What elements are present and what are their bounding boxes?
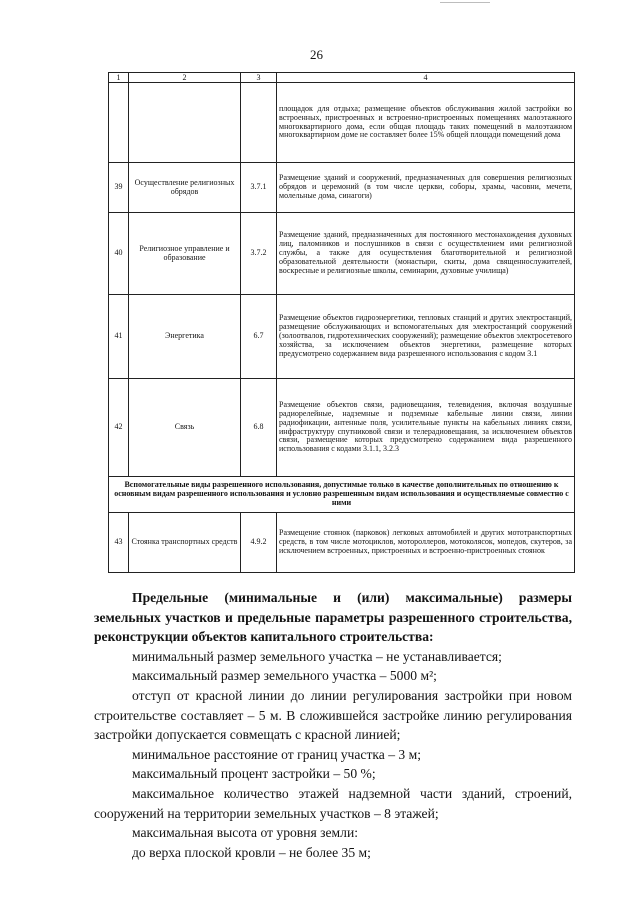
table-row	[109, 163, 575, 213]
cell-code: 4.9.2	[241, 513, 277, 573]
cell-empty	[109, 83, 129, 163]
cell-number: 42	[109, 379, 129, 477]
table-section-row	[109, 477, 575, 513]
cell-number: 40	[109, 213, 129, 295]
cell-description: Размещение стоянок (парковок) легковых автомобилей и других мототранспортных средств, в том числе мотоциклов, мотороллеров, мотоколясок, мопедов, скутеров, за исключением встроенных, пристроенных и встроенно-пристроенных стоянок	[277, 513, 575, 573]
table-row	[109, 295, 575, 379]
cell-use-name: Осуществление религиозных обрядов	[129, 163, 241, 213]
cell-use-name: Религиозное управление и образование	[129, 213, 241, 295]
section-header-auxiliary-uses: Вспомогательные виды разрешенного использования, допустимые только в качестве дополнительных по отношению к основным видам разрешенного использования и условно разрешенным видам использования и осуществляемые совместно с ними	[109, 477, 575, 513]
paragraph: минимальное расстояние от границ участка – 3 м;	[132, 746, 421, 762]
table-header-row	[109, 73, 575, 83]
parameters-section	[94, 588, 572, 862]
paragraph: минимальный размер земельного участка – не устанавливается;	[132, 648, 502, 664]
paragraph: максимальный размер земельного участка – 5000 м²;	[132, 668, 437, 684]
cell-code: 3.7.2	[241, 213, 277, 295]
cell-code: 3.7.1	[241, 163, 277, 213]
paragraph: максимальный процент застройки – 50 %;	[132, 766, 376, 782]
cell-description: площадок для отдыха; размещение объектов обслуживания жилой застройки во встроенных, пристроенных и встроенно-пристроенных помещениях малоэтажного многоквартирного дома, если общая площадь таких помещений в малоэтажном многоквартирном доме не составляет более 15% общей площади помещений дома	[277, 83, 575, 163]
table-row	[109, 213, 575, 295]
cell-use-name: Связь	[129, 379, 241, 477]
section-heading: Предельные (минимальные и (или) максимальные) размеры земельных участков и предельные параметры разрешенного строительства, реконструкции объектов капитального строительства:	[94, 590, 572, 645]
table-row	[109, 379, 575, 477]
cell-empty	[241, 83, 277, 163]
paragraph: максимальная высота от уровня земли:	[132, 825, 358, 841]
cell-description: Размещение зданий и сооружений, предназначенных для совершения религиозных обрядов и церемоний (в том числе церкви, соборы, храмы, часовни, мечети, молельные дома, синагоги)	[277, 163, 575, 213]
table-header-col-4: 4	[277, 73, 575, 83]
paragraph: до верха плоской кровли – не более 35 м;	[132, 844, 371, 860]
table-header-col-2: 2	[129, 73, 241, 83]
paragraph: отступ от красной линии до линии регулирования застройки при новом строительстве составляет – 5 м. В сложившейся застройке линию регулирования застройки допускается совмещать с красной линией;	[94, 687, 572, 743]
cell-description: Размещение зданий, предназначенных для постоянного местонахождения духовных лиц, паломников и послушников в связи с осуществлением ими религиозной службы, а также для осуществления благотворительной и религиозной образовательной деятельности (монастыри, скиты, дома священнослужителей, воскресные и религиозные школы, семинарии, духовные училища)	[277, 213, 575, 295]
page-number: 26	[310, 47, 323, 62]
table-header-col-1: 1	[109, 73, 129, 83]
table-header-col-3: 3	[241, 73, 277, 83]
table-row-continuation	[109, 83, 575, 163]
cell-description: Размещение объектов гидроэнергетики, тепловых станций и других электростанций, размещение обслуживающих и вспомогательных для электростанций сооружений (золоотвалов, гидротехнических сооружений); размещение объектов электросетевого хозяйства, за исключением объектов энергетики, размещение которых предусмотрено содержанием вида разрешенного использования с кодом 3.1	[277, 295, 575, 379]
cell-number: 39	[109, 163, 129, 213]
cell-code: 6.8	[241, 379, 277, 477]
cell-number: 41	[109, 295, 129, 379]
cell-empty	[129, 83, 241, 163]
cell-code: 6.7	[241, 295, 277, 379]
scan-artifact-line	[440, 2, 490, 3]
table-row	[109, 513, 575, 573]
cell-description: Размещение объектов связи, радиовещания, телевидения, включая воздушные радиорелейные, надземные и подземные кабельные линии связи, линии радиофикации, антенные поля, усилительные пункты на кабельных линиях связи, инфраструктуру спутниковой связи и телерадиовещания, за исключением объектов связи, размещение которых предусмотрено содержанием вида разрешенного использования с кодами 3.1.1, 3.2.3	[277, 379, 575, 477]
permitted-use-table	[108, 72, 575, 573]
cell-number: 43	[109, 513, 129, 573]
paragraph: максимальное количество этажей надземной части зданий, строений, сооружений на территории земельных участков – 8 этажей;	[94, 785, 572, 821]
cell-use-name: Стоянка транспортных средств	[129, 513, 241, 573]
cell-use-name: Энергетика	[129, 295, 241, 379]
